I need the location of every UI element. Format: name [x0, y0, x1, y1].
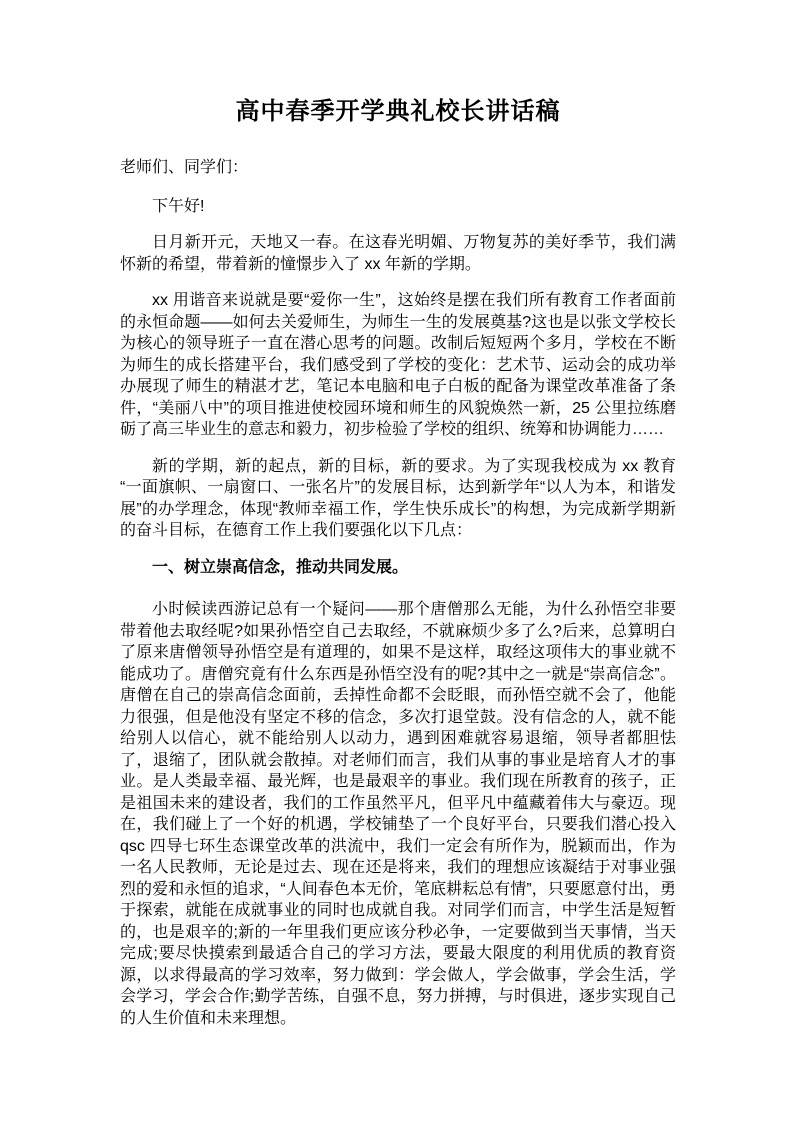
section-1-body: 小时候读西游记总有一个疑问——那个唐僧那么无能，为什么孙悟空非要带着他去取经呢?如果孙悟空自己去取经，不就麻烦少多了么?后来，总算明白了原来唐僧领导孙悟空是有道理的，如果不是这样，取经这项伟大的事业就不能成功了。唐僧究竟有什么东西是孙悟空没有的呢?其中之一就是“崇高信念”。唐僧在自己的崇高信念面前，丢掉性命都不会眨眼，而孙悟空就不会了，他能力很强，但是他没有坚定不移的信念，多次打退堂鼓。没有信念的人，就不能给别人以信心，就不能给别人以动力，遇到困难就容易退缩，领导者都胆怯了，退缩了，团队就会散掉。对老师们而言，我们从事的事业是培育人才的事业。是人类最幸福、最光辉，也是最艰辛的事业。我们现在所教育的孩子，正是祖国未来的建设者，我们的工作虽然平凡，但平凡中蕴藏着伟大与豪迈。现在，我们碰上了一个好的机遇，学校铺垫了一个良好平台，只要我们潜心投入 qsc 四导七环生态课堂改革的洪流中，我们一定会有所作为，脱颖而出，作为一名人民教师，无论是过去、现在还是将来，我们的理想应该凝结于对事业强烈的爱和永恒的追求，“人间春色本无价，笔底耕耘总有情”，只要愿意付出，勇于探索，就能在成就事业的同时也成就自我。对同学们而言，中学生活是短暂的，也是艰辛的;新的一年里我们更应该分秒必争，一定要做到当天事情，当天完成;要尽快摸索到最适合自己的学习方法，要最大限度的利用优质的教育资源，以求得最高的学习效率，努力做到：学会做人，学会做事，学会生活，学会学习，学会合作;勤学苦练，自强不息，努力拼搏，与时俱进，逐步实现自己的人生价值和未来理想。 — [120, 601, 676, 1027]
greeting-paragraph: 下午好! — [152, 197, 205, 215]
section-heading-1: 一、树立崇高信念，推动共同发展。 — [152, 558, 409, 576]
paragraph-opening: 日月新开元，天地又一春。在这春光明媚、万物复苏的美好季节，我们满怀新的希望，带着新的憧憬步入了 xx 年新的学期。 — [120, 234, 676, 273]
paragraph-new-semester-goals: 新的学期，新的起点，新的目标，新的要求。为了实现我校成为 xx 教育“一面旗帜、一扇窗口、一张名片”的发展目标，达到新学年“以人为本，和谐发展”的办学理念，体现“教师幸福工作，学生快乐成长”的构想，为完成新学期新的奋斗目标，在德育工作上我们要强化以下几点： — [120, 457, 676, 539]
document-title: 高中春季开学典礼校长讲话稿 — [235, 98, 561, 125]
document-content — [120, 0, 676, 1044]
salutation-line: 老师们、同学们： — [120, 159, 249, 176]
paragraph-school-review: xx 用谐音来说就是要“爱你一生”，这始终是摆在我们所有教育工作者面前的永恒命题——如何去关爱师生，为师生一生的发展奠基?这也是以张文学校长为核心的领导班子一直在潜心思考的问题。改制后短短两个多月，学校在不断为师生的成长搭建平台，我们感受到了学校的变化：艺术节、运动会的成功举办展现了师生的精湛才艺，笔记本电脑和电子白板的配备为课堂改革准备了条件，“美丽八中”的项目推进使校园环境和师生的风貌焕然一新，25 公里拉练磨砺了高三毕业生的意志和毅力，初步检验了学校的组织、统筹和协调能力…… — [120, 292, 676, 438]
